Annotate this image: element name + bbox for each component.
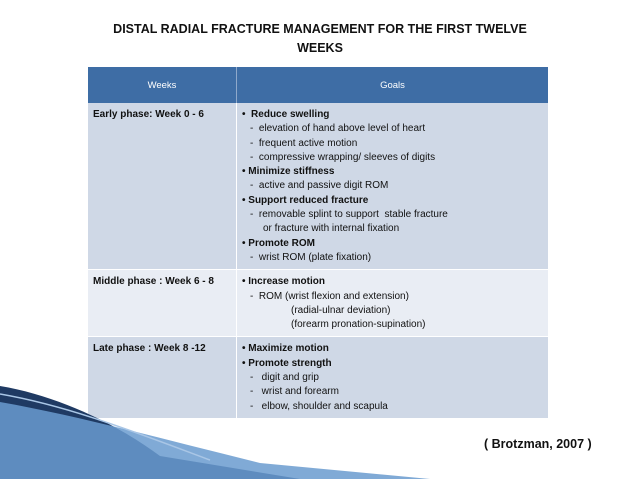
goal-line: • Increase motion xyxy=(242,276,325,288)
week-label: Late phase : Week 8 -12 xyxy=(93,343,206,355)
header-goals: Goals xyxy=(237,67,549,103)
goal-line: - elevation of hand above level of heart xyxy=(250,123,426,135)
goal-line: • Promote strength xyxy=(242,357,332,369)
goals-cell xyxy=(237,103,549,270)
goal-line: - ROM (wrist flexion and extension) xyxy=(250,290,409,302)
goal-line: - wrist ROM (plate fixation) xyxy=(250,251,372,263)
table-row-middle xyxy=(88,270,548,337)
goal-line: • Support reduced fracture xyxy=(242,194,369,206)
header-weeks: Weeks xyxy=(88,67,237,103)
goal-line: - compressive wrapping/ sleeves of digits xyxy=(250,151,436,163)
slide-title-line-2: WEEKS xyxy=(297,41,343,55)
table-header-row xyxy=(88,67,548,103)
week-label: Early phase: Week 0 - 6 xyxy=(93,109,204,120)
goal-line: - digit and grip xyxy=(250,372,319,384)
decorative-swoosh xyxy=(0,386,638,479)
goal-line: - active and passive digit ROM xyxy=(250,180,389,192)
goal-line: - removable splint to support stable fracture xyxy=(250,209,448,221)
goal-line: (forearm pronation-supination) xyxy=(291,319,426,331)
goal-line: - wrist and forearm xyxy=(250,386,339,398)
goal-line: or fracture with internal fixation xyxy=(263,223,400,235)
slide-title-line-1: DISTAL RADIAL FRACTURE MANAGEMENT FOR THE FIRST TWELVE xyxy=(113,22,527,36)
goal-line: • Promote ROM xyxy=(242,237,315,249)
week-cell xyxy=(88,270,237,337)
week-cell xyxy=(88,103,237,270)
goal-line: (radial-ulnar deviation) xyxy=(291,304,391,316)
goal-line: • Maximize motion xyxy=(242,343,329,355)
table-row-early xyxy=(88,103,548,270)
goals-cell xyxy=(237,270,549,337)
week-label: Middle phase : Week 6 - 8 xyxy=(93,276,214,288)
goal-line: - elbow, shoulder and scapula xyxy=(250,400,388,412)
slide-title xyxy=(60,20,580,58)
goal-line: - frequent active motion xyxy=(250,137,358,149)
goal-line: • Minimize stiffness xyxy=(242,166,335,178)
management-table xyxy=(88,67,548,419)
goal-line: • Reduce swelling xyxy=(242,109,330,120)
citation: ( Brotzman, 2007 ) xyxy=(484,437,592,451)
